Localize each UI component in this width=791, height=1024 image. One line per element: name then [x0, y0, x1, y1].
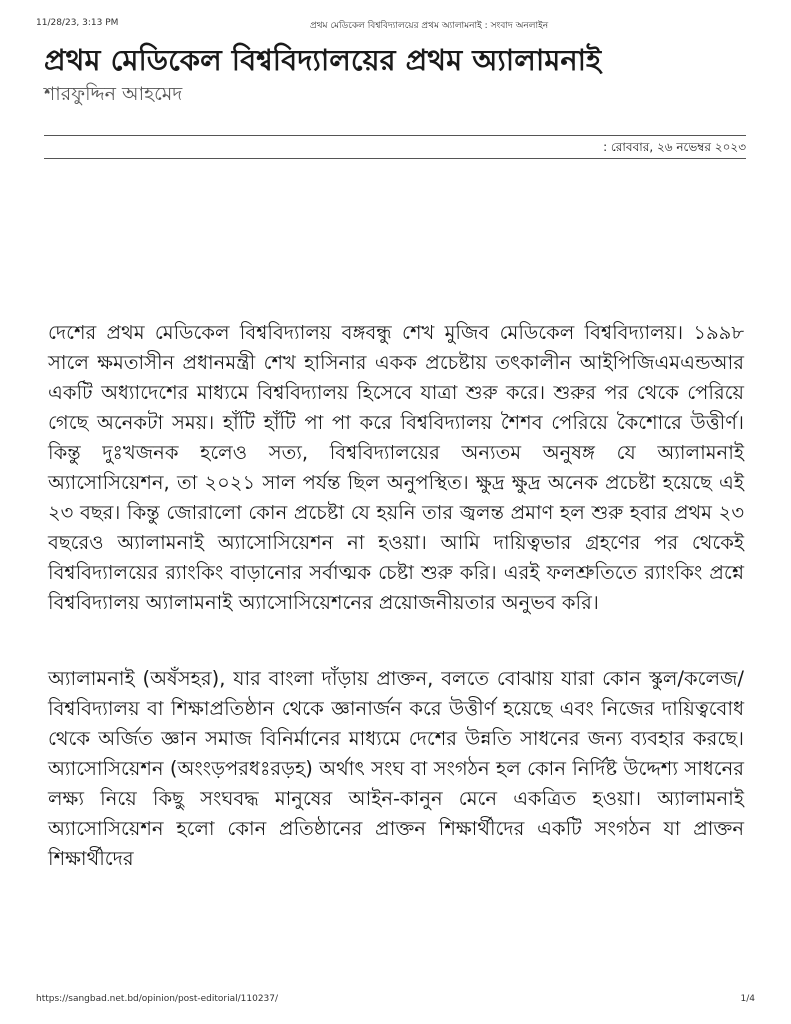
article-paragraph-2: অ্যালামনাই (অষঁসহর), যার বাংলা দাঁড়ায় প্রাক্তন, বলতে বোঝায় যারা কোন স্কুল/কলেজ/বিশ্ববিদ্যালয় বা শিক্ষাপ্রতিষ্ঠান থেকে জ্ঞানার্জন করে উত্তীর্ণ হয়েছে এবং নিজের দায়িত্ববোধ থেকে অর্জিত জ্ঞান সমাজ বিনির্মানের মাধ্যমে দেশের উন্নতি সাধনের জন্য ব্যবহার করছে। অ্যাসোসিয়েশন (অংংড়পরধঃরড়হ) অর্থাৎ সংঘ বা সংগঠন হল কোন নির্দিষ্ট উদ্দেশ্য সাধনের লক্ষ্য নিয়ে কিছু সংঘবদ্ধ মানুষের আইন-কানুন মেনে একত্রিত হওয়া। অ্যালামনাই অ্যাসোসিয়েশন হলো কোন প্রতিষ্ঠানের প্রাক্তন শিক্ষার্থীদের একটি সংগঠন যা প্রাক্তন শিক্ষার্থীদের	[48, 667, 744, 870]
divider-top	[44, 135, 746, 136]
print-header	[0, 18, 791, 32]
print-url: https://sangbad.net.bd/opinion/post-editorial/110237/	[36, 994, 279, 1004]
article-paragraph-1: দেশের প্রথম মেডিকেল বিশ্ববিদ্যালয় বঙ্গবন্ধু শেখ মুজিব মেডিকেল বিশ্ববিদ্যালয়। ১৯৯৮ সালে ক্ষমতাসীন প্রধানমন্ত্রী শেখ হাসিনার একক প্রচেষ্টায় তৎকালীন আইপিজিএমএন্ডআর একটি অধ্যাদেশের মাধ্যমে বিশ্ববিদ্যালয় হিসেবে যাত্রা শুরু করে। শুরুর পর থেকে পেরিয়ে গেছে অনেকটা সময়। হাঁটি হাঁটি পা পা করে বিশ্ববিদ্যালয় শৈশব পেরিয়ে কৈশোরে উত্তীর্ণ। কিন্তু দুঃখজনক হলেও সত্য, বিশ্ববিদ্যালয়ের অন্যতম অনুষঙ্গ যে অ্যালামনাই অ্যাসোসিয়েশন, তা ২০২১ সাল পর্যন্ত ছিল অনুপস্থিত। ক্ষুদ্র ক্ষুদ্র অনেক প্রচেষ্টা হয়েছে এই ২৩ বছর। কিন্তু জোরালো কোন প্রচেষ্টা যে হয়নি তার জ্বলন্ত প্রমাণ হল শুরু হবার প্রথম ২৩ বছরেও অ্যালামনাই অ্যাসোসিয়েশন না হওয়া। আমি দায়িত্বভার গ্রহণের পর থেকেই বিশ্ববিদ্যালয়ের র‍্যাংকিং বাড়ানোর সর্বাত্মক চেষ্টা শুরু করি। এরই ফলশ্রুতিতে র‍্যাংকিং প্রশ্নে বিশ্ববিদ্যালয় অ্যালামনাই অ্যাসোসিয়েশনের প্রয়োজনীয়তার অনুভব করি।	[48, 321, 744, 614]
article-author: শারফুদ্দিন আহমেদ	[44, 83, 183, 105]
divider-bottom	[44, 158, 746, 159]
print-footer	[0, 994, 791, 1008]
print-page-title: প্রথম মেডিকেল বিশ্ববিদ্যালয়ের প্রথম অ্যালামনাই : সংবাদ অনলাইন	[310, 21, 549, 31]
article-title: প্রথম মেডিকেল বিশ্ববিদ্যালয়ের প্রথম অ্যালামনাই	[44, 43, 602, 77]
publish-date: : রোববার, ২৬ নভেম্বর ২০২৩	[603, 140, 746, 154]
print-datetime: 11/28/23, 3:13 PM	[36, 18, 119, 28]
page-number: 1/4	[740, 994, 755, 1004]
article-body	[48, 318, 744, 874]
